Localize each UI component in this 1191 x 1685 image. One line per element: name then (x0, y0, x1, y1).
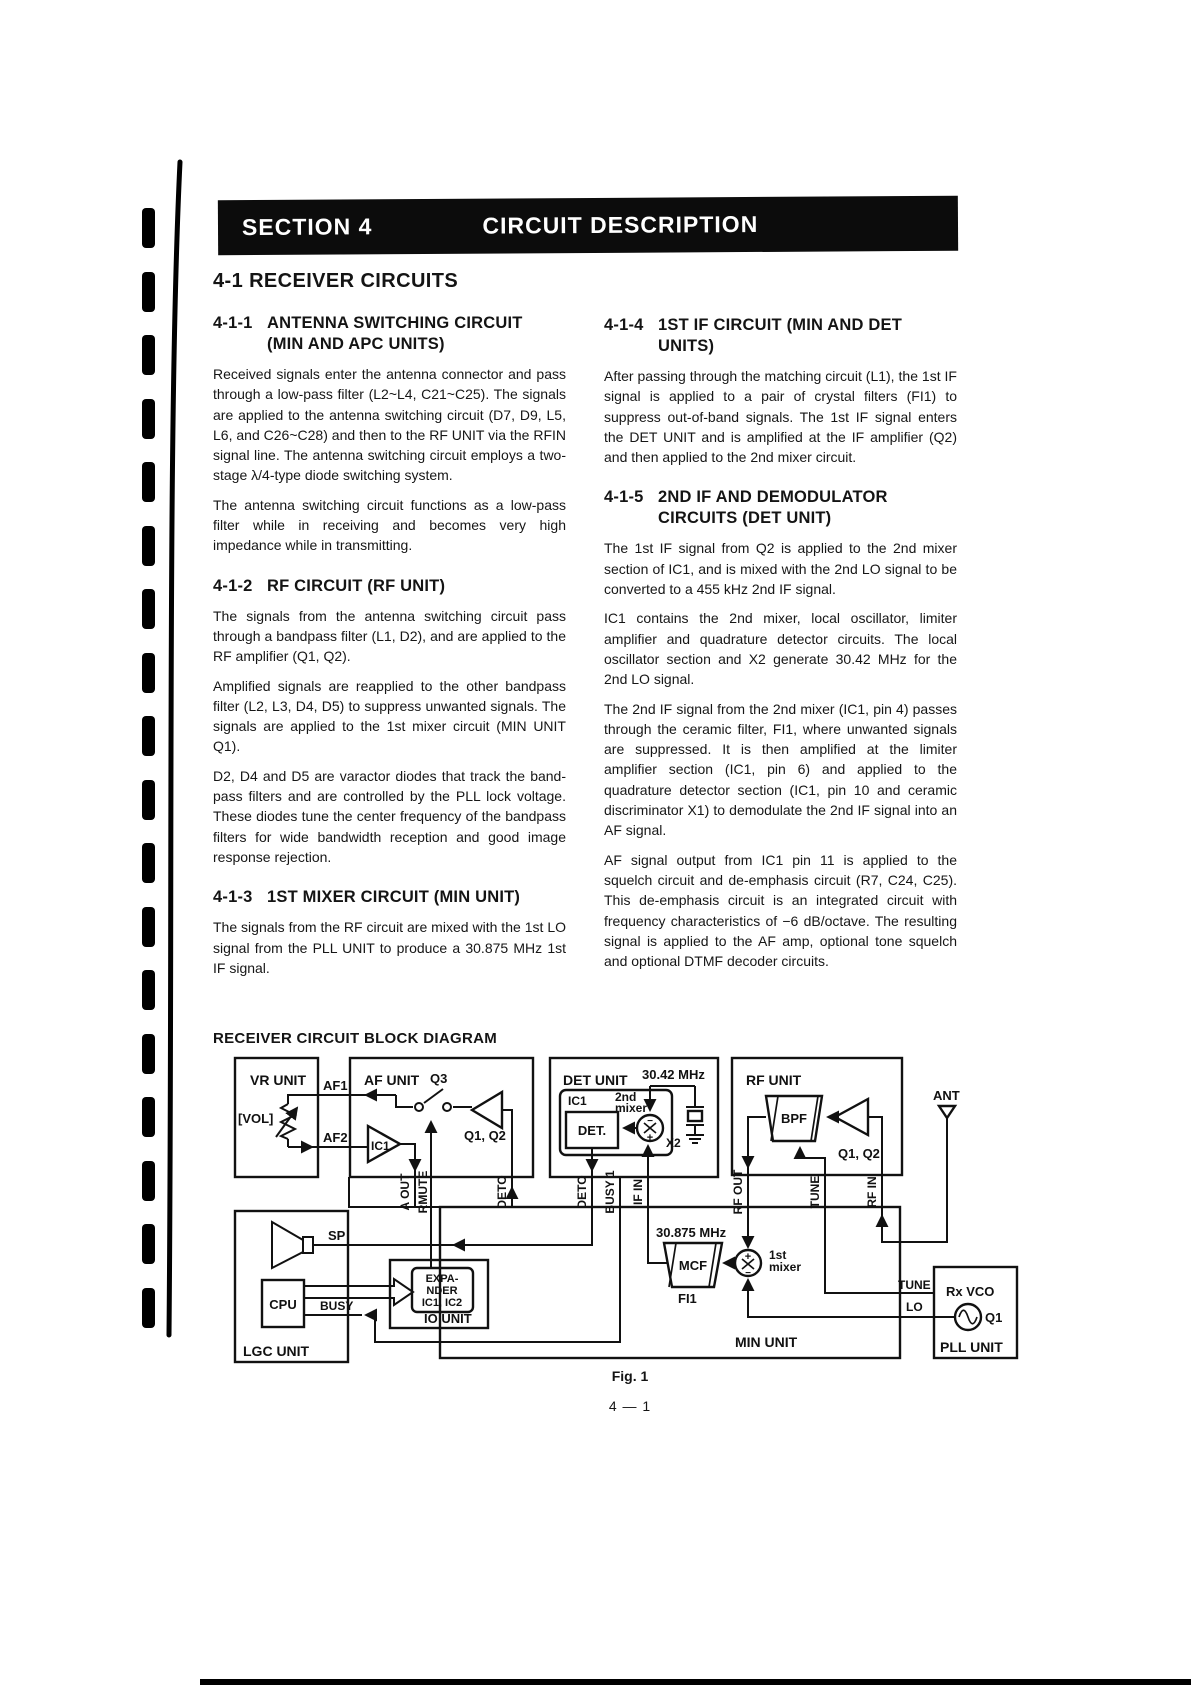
heading-text-line2: CIRCUITS (DET UNIT) (658, 509, 832, 528)
page-title: 4-1 RECEIVER CIRCUITS (213, 270, 459, 292)
heading-number: 4-1-3 (213, 888, 253, 907)
heading-text: 2ND IF AND DEMODULATOR (658, 488, 888, 507)
rx-vco-label: Rx VCO (946, 1284, 995, 1299)
second-mixer-label-1: 2nd (615, 1090, 637, 1104)
lgc-unit-label: LGC UNIT (243, 1343, 310, 1359)
af-unit-label: AF UNIT (364, 1072, 420, 1088)
signal-label-rf-out: RF OUT (731, 1169, 745, 1215)
paragraph: AF signal output from IC1 pin 11 is applied to the squelch circuit and de-emphasis circuit (R7, C24, C25). This de-emphasis circuit is an integrated circuit with frequency characteristics of −6 dB/octave. The resulting signal is applied to the AF amp, optional tone squelch and optional DTMF decoder circuits. (604, 851, 957, 970)
heading-number: 4-1-4 (604, 316, 644, 334)
q1-pll-label: Q1 (985, 1310, 1003, 1325)
fi1-label: FI1 (678, 1291, 697, 1306)
ic1-det-label: IC1 (568, 1094, 587, 1108)
min-unit-label: MIN UNIT (735, 1334, 798, 1350)
section-label: SECTION 4 (241, 213, 373, 241)
right-column (604, 315, 957, 971)
heading-number: 4-1-1 (213, 314, 253, 332)
crystal-x2-icon (688, 1111, 702, 1121)
bpf-label: BPF (781, 1111, 807, 1126)
paragraph: Received signals enter the antenna connector and pass through a low-pass filter (L2~L4, C21~C25). The signals are applied to the antenna switching circuit (D7, D9, L5, L6, and C26~C28) and then to the RF UNIT via the RFIN signal line. The antenna switching circuit employs a two-stage λ/4-type diode switching system. (213, 366, 566, 484)
signal-label-deto-det: DETO (575, 1175, 589, 1209)
cpu-label: CPU (269, 1297, 297, 1312)
lo-label: LO (906, 1300, 923, 1314)
signal-label-tune: TUNE (808, 1175, 822, 1209)
sp-label: SP (328, 1228, 346, 1243)
figure-caption: Fig. 1 (611, 1368, 649, 1384)
heading-number: 4-1-5 (604, 488, 644, 507)
signal-label-a-out: A OUT (398, 1173, 412, 1211)
paragraph: After passing through the matching circuit (L1), the 1st IF signal is applied to a pair of crystal filters (FI1) to suppress out-of-band signals. The 1st IF signal enters the DET UNIT and is amplified at the IF amplifier (Q2) and then applied to the 2nd mixer circuit. (604, 368, 957, 466)
mixer1-minus: − (745, 1268, 751, 1279)
paragraph: The 2nd IF signal from the 2nd mixer (IC1, pin 4) passes through the ceramic filter, FI1, where unwanted signals are suppressed. It is then amplified at the limiter amplifier section (IC1, pin 6) and applied to the quadrature detector section (IC1, pin 10 and ceramic discriminator X1) to demodulate the 2nd IF signal into an AF signal. (604, 700, 957, 839)
mixer2-plus: + (646, 1132, 654, 1144)
q1q2-af-label: Q1, Q2 (464, 1128, 506, 1143)
det-unit-label: DET UNIT (563, 1072, 628, 1088)
paragraph: IC1 contains the 2nd mixer, local oscillator, limiter amplifier and quadrature detector circuits. The local oscillator section and X2 generate 30.42 MHz for the 2nd LO signal. (604, 610, 957, 688)
pll-unit-label: PLL UNIT (940, 1339, 1003, 1355)
signal-label-if-in: IF IN (631, 1179, 645, 1205)
heading-4-1-2 (213, 576, 566, 597)
paragraph: The signals from the RF circuit are mixed with the 1st LO signal from the PLL UNIT to produce a 30.875 MHz 1st IF signal. (213, 919, 566, 976)
x2-label: X2 (666, 1136, 681, 1150)
signal-label-rf-in: RF IN (865, 1176, 879, 1208)
q3-label: Q3 (430, 1071, 448, 1086)
left-column (213, 313, 566, 978)
heading-text-line2: (MIN AND APC UNITS) (267, 335, 445, 353)
freq-2nd-lo-label: 30.42 MHz (642, 1067, 705, 1082)
af2-label: AF2 (323, 1130, 348, 1145)
signal-label-deto-af: DETO (495, 1175, 509, 1209)
heading-text: 1ST MIXER CIRCUIT (MIN UNIT) (267, 888, 521, 907)
switch-contact-icon (415, 1103, 423, 1111)
heading-4-1-5 (604, 487, 957, 529)
expander-label-1: EXPA- (425, 1273, 459, 1285)
tune-label: TUNE (898, 1278, 931, 1292)
section-title: CIRCUIT DESCRIPTION (482, 210, 759, 239)
first-mixer-label-2: mixer (769, 1260, 802, 1274)
af-amplifier-q1q2-icon (472, 1092, 502, 1128)
signal-label-rmute: RMUTE (416, 1170, 430, 1214)
expander-label-3: IC1, IC2 (421, 1297, 463, 1309)
page-edge-shadow (0, 0, 200, 1685)
heading-4-1-3 (213, 887, 566, 908)
vr-unit-label: VR UNIT (250, 1072, 306, 1088)
mcf-label: MCF (678, 1258, 708, 1273)
ant-label: ANT (933, 1088, 960, 1103)
af1-label: AF1 (323, 1078, 348, 1093)
rf-amplifier-icon (835, 1099, 868, 1135)
paragraph: The 1st IF signal from Q2 is applied to the 2nd mixer section of IC1, and is mixed with the 2nd LO signal to be converted to a 455 kHz 2nd IF signal. (604, 540, 957, 598)
paragraph: D2, D4 and D5 are varactor diodes that track the band-pass filters and are controlled by the PLL lock voltage. These diodes tune the center frequency of the bandpass filters for wide bandwidth reception and good image response rejection. (213, 767, 566, 865)
io-unit-label: IO UNIT (424, 1311, 472, 1326)
heading-text: ANTENNA SWITCHING CIRCUIT (267, 314, 523, 332)
expander-label-2: NDER (426, 1285, 458, 1297)
heading-text: 1ST IF CIRCUIT (MIN AND DET UNITS) (658, 316, 903, 355)
heading-4-1-4 (604, 315, 957, 357)
page-number: 4 — 1 (608, 1398, 652, 1414)
paragraph: The antenna switching circuit functions as a low-pass filter while in receiving and becomes very high impedance while in transmitting. (213, 496, 566, 554)
signal-label-busy1: BUSY 1 (603, 1170, 617, 1214)
rf-unit-label: RF UNIT (746, 1072, 802, 1088)
mixer1-plus: + (744, 1251, 752, 1263)
first-mixer-label-1: 1st (769, 1248, 787, 1262)
heading-4-1-1 (213, 313, 566, 355)
switch-contact-icon (443, 1103, 451, 1111)
vol-label: [VOL] (238, 1111, 274, 1126)
heading-text: RF CIRCUIT (RF UNIT) (267, 576, 446, 595)
paragraph: The signals from the antenna switching circuit pass through a bandpass filter (L1, D2), and are applied to the RF amplifier (Q1, Q2). (213, 607, 566, 665)
diagram-title: RECEIVER CIRCUIT BLOCK DIAGRAM (213, 1030, 498, 1047)
mixer2-minus: − (647, 1116, 653, 1127)
q1q2-rf-label: Q1, Q2 (838, 1146, 880, 1161)
heading-number: 4-1-2 (213, 576, 253, 595)
ic1-af-label: IC1 (371, 1139, 390, 1153)
second-mixer-label-2: mixer (615, 1101, 648, 1115)
antenna-icon (939, 1106, 955, 1118)
page-bottom-scan-strip (200, 1679, 1191, 1685)
paragraph: Amplified signals are reapplied to the other bandpass filter (L2, L3, D4, D5) to suppress unwanted signals. The signals are applied to the 1st mixer circuit (MIN UNIT Q1). (213, 677, 566, 755)
det-block-label: DET. (577, 1123, 607, 1138)
receiver-block-diagram (205, 1050, 1035, 1372)
speaker-icon (303, 1237, 313, 1253)
section-header-bar (218, 196, 958, 256)
freq-1st-if-label: 30.875 MHz (656, 1225, 727, 1240)
busy-label: BUSY (320, 1299, 354, 1313)
